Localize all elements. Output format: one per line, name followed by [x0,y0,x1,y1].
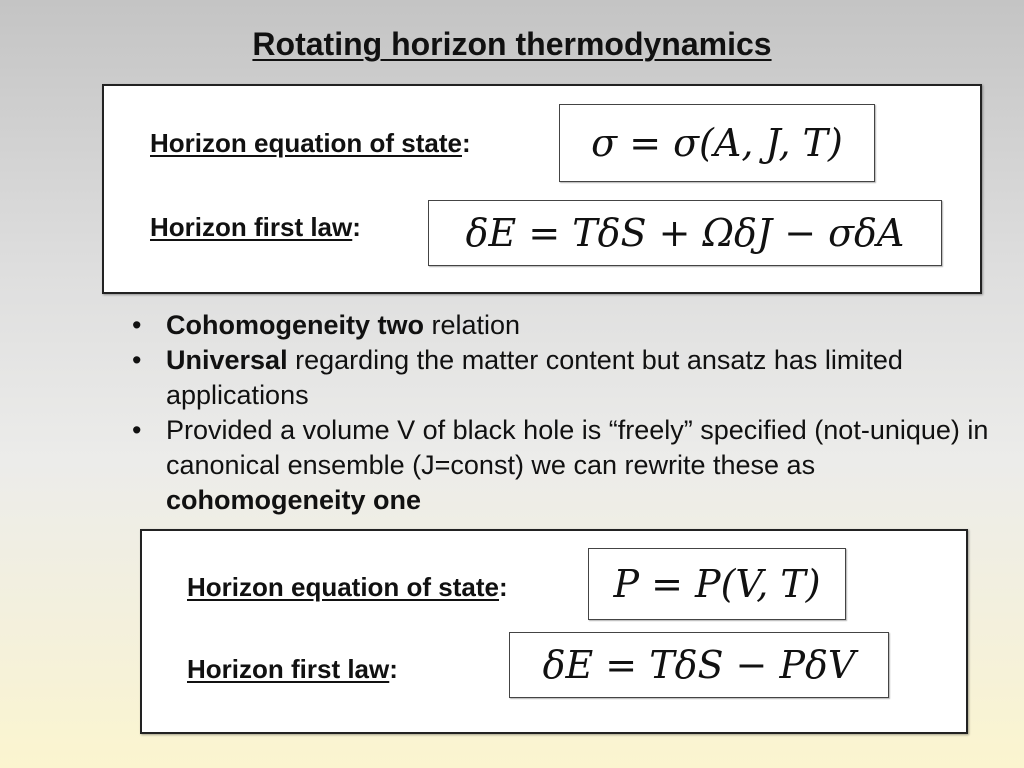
bullet-bold: Universal [166,345,288,375]
bullet-text: regarding the matter content but ansatz has limited applications [166,345,903,410]
bullet-bold: Cohomogeneity two [166,310,424,340]
first-law-label-2-text: Horizon first law [187,654,390,684]
bullet-bold: cohomogeneity one [166,485,422,515]
first-law-label-text: Horizon first law [150,212,353,242]
eos-label-2-text: Horizon equation of state [187,572,499,602]
eos-label-2-colon: : [499,572,508,602]
eos-label [150,128,471,159]
bullet-item [128,343,998,413]
eos-equation: σ = σ(A, J, T) [559,104,875,182]
bullet-item [128,308,998,343]
slide-title: Rotating horizon thermodynamics [252,26,772,62]
bullet-item [128,413,998,518]
eos-equation-2: P = P(V, T) [588,548,846,620]
bullet-text: Provided a volume V of black hole is “freely” specified (not-unique) in canonical ensemble (J=const) we can rewrite these as [166,415,989,480]
first-law-equation-2: δE = TδS − PδV [509,632,889,698]
first-law-equation: δE = TδS + ΩδJ − σδA [428,200,942,266]
eos-label-2 [187,572,508,603]
first-law-label-2-colon: : [389,654,398,684]
first-law-label-2 [187,654,398,685]
first-law-label-colon: : [352,212,361,242]
bullet-list [128,308,998,518]
bullet-text: relation [424,310,521,340]
first-law-label [150,212,361,243]
eos-label-text: Horizon equation of state [150,128,462,158]
eos-label-colon: : [462,128,471,158]
